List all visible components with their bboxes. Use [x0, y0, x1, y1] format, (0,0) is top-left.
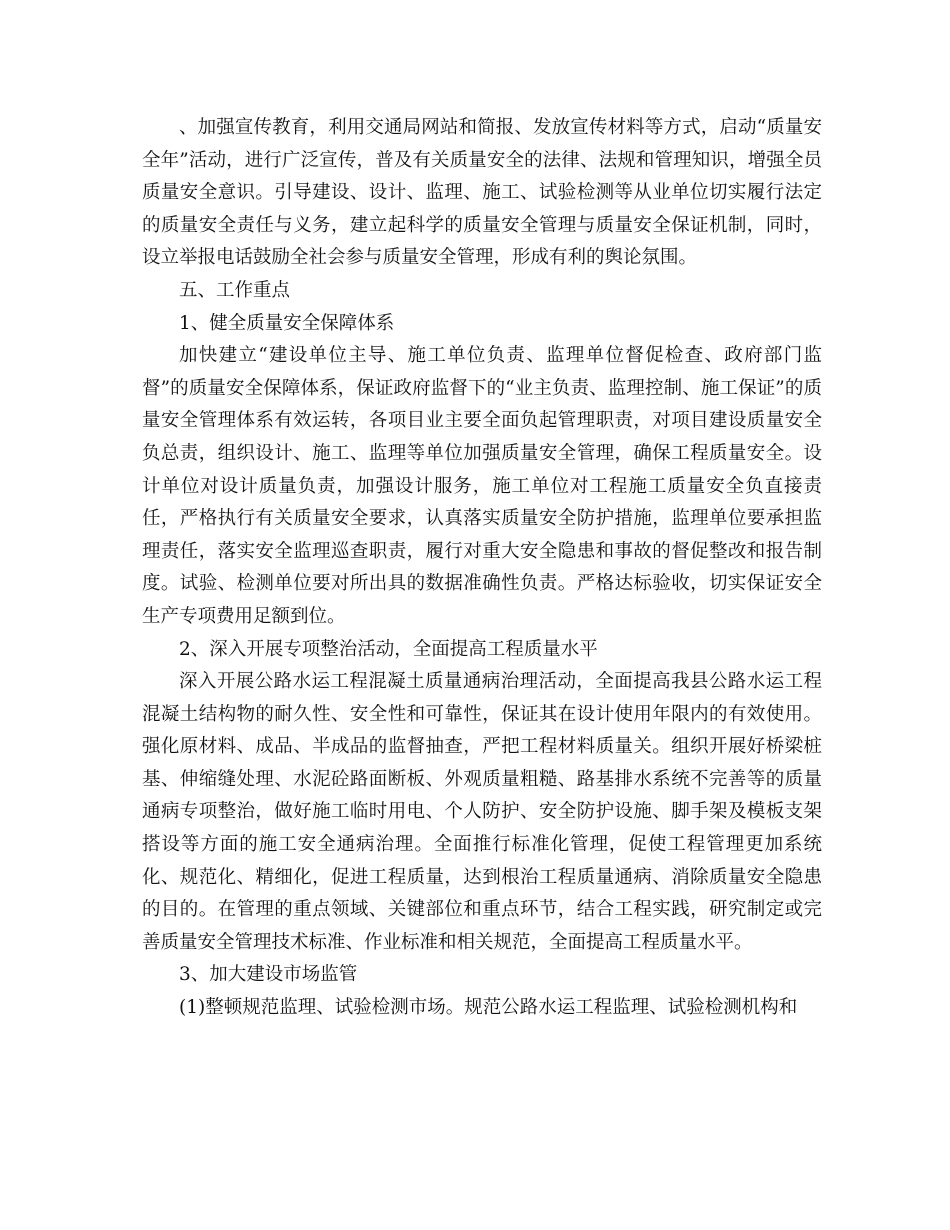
paragraph-market-regulation: (1)整顿规范监理、试验检测市场。规范公路水运工程监理、试验检测机构和: [179, 997, 798, 1019]
document-body: [142, 112, 822, 1025]
section-heading-work-focus: 五、工作重点: [179, 279, 291, 301]
subheading-market-supervision: 3、加大建设市场监管: [179, 964, 358, 986]
paragraph-safety-system: 加快建立“建设单位主导、施工单位负责、监理单位督促检查、政府部门监督”的质量安全保障体系，保证政府监督下的“业主负责、监理控制、施工保证”的质量安全管理体系有效运转，各项目业主要全面负起管理职责，对项目建设质量安全负总责，组织设计、施工、监理等单位加强质量安全管理，确保工程质量安全。设计单位对设计质量负责，加强设计服务，施工单位对工程施工质量安全负直接责任，严格执行有关质量安全要求，认真落实质量安全防护措施，监理单位要承担监理责任，落实安全监理巡查职责，履行对重大安全隐患和事故的督促整改和报告制度。试验、检测单位要对所出具的数据准确性负责。严格达标验收，切实保证安全生产专项费用足额到位。: [142, 345, 822, 627]
paragraph-publicity-education: 、加强宣传教育，利用交通局网站和简报、发放宣传材料等方式，启动“质量安全年”活动，进行广泛宣传，普及有关质量安全的法律、法规和管理知识，增强全员质量安全意识。引导建设、设计、监理、施工、试验检测等从业单位切实履行法定的质量安全责任与义务，建立起科学的质量安全管理与质量安全保证机制，同时，设立举报电话鼓励全社会参与质量安全管理，形成有利的舆论氛围。: [142, 117, 822, 269]
paragraph-special-rectification: 深入开展公路水运工程混凝土质量通病治理活动，全面提高我县公路水运工程混凝土结构物的耐久性、安全性和可靠性，保证其在设计使用年限内的有效使用。强化原材料、成品、半成品的监督抽查，严把工程材料质量关。组织开展好桥梁桩基、伸缩缝处理、水泥砼路面断板、外观质量粗糙、路基排水系统不完善等的质量通病专项整治，做好施工临时用电、个人防护、安全防护设施、脚手架及模板支架搭设等方面的施工安全通病治理。全面推行标准化管理，促使工程管理更加系统化、规范化、精细化，促进工程质量，达到根治工程质量通病、消除质量安全隐患的目的。在管理的重点领域、关键部位和重点环节，结合工程实践，研究制定或完善质量安全管理技术标准、作业标准和相关规范，全面提高工程质量水平。: [142, 671, 822, 953]
subheading-safety-system: 1、健全质量安全保障体系: [179, 312, 395, 334]
subheading-special-rectification: 2、深入开展专项整治活动，全面提高工程质量水平: [179, 638, 598, 660]
